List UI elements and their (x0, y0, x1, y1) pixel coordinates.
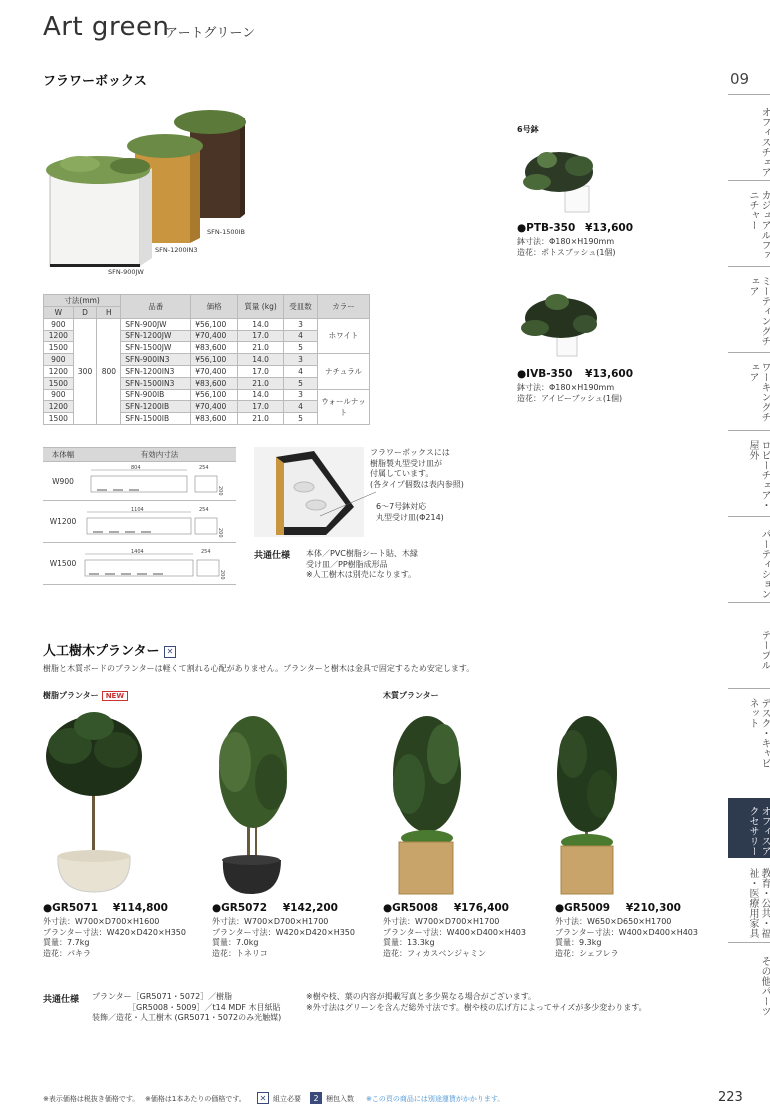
table-cell: ¥70,400 (191, 365, 238, 377)
pot-size-label: 6号鉢 (517, 125, 539, 134)
table-cell: SFN-900IN3 (121, 354, 191, 366)
table-row (44, 318, 370, 330)
dim-drawing (83, 544, 233, 582)
table-cell: 17.0 (238, 401, 284, 413)
dim-label: 804 (131, 465, 141, 471)
table-cell: 3 (284, 354, 318, 366)
gr5009-price: ¥210,300 (625, 902, 681, 914)
table-cell: ¥83,600 (191, 377, 238, 389)
sidebar-item-table[interactable]: テーブル (759, 630, 770, 670)
gr5072-price: ¥142,200 (282, 902, 338, 914)
sidebar-item-accessory[interactable]: オフィスアクセサリー (728, 798, 770, 858)
table-cell: 900 (44, 318, 74, 330)
dim-label: 254 (199, 506, 209, 513)
sidebar-item-meeting[interactable]: ミーティングチェア (747, 276, 770, 346)
flower-box-spec-table (43, 294, 370, 425)
gr5008-code: ●GR5008 (383, 902, 439, 914)
table-cell: W1200 (43, 501, 83, 543)
table-cell: 21.0 (238, 342, 284, 354)
table-cell: SFN-900IB (121, 389, 191, 401)
gr5008-image (385, 714, 475, 900)
inner-dim-table (43, 447, 236, 585)
table-cell: 1200 (44, 365, 74, 377)
table-cell: 14.0 (238, 318, 284, 330)
table-cell: ¥56,100 (191, 318, 238, 330)
table-cell: ¥56,100 (191, 354, 238, 366)
dim-drawing (83, 462, 233, 498)
dim-label: 200 (219, 569, 225, 580)
table-cell: 17.0 (238, 330, 284, 342)
table-cell: SFN-900JW (121, 318, 191, 330)
color-walnut: ウォールナット (318, 389, 370, 424)
leader-line (320, 488, 378, 518)
dim-drawing (83, 502, 233, 540)
table-cell: 4 (284, 401, 318, 413)
gr5071-code: ●GR5071 (43, 902, 99, 914)
sidebar-item-desk[interactable]: デスク・キャビネット (747, 698, 770, 768)
table-cell: 1500 (44, 377, 74, 389)
gr5008-price: ¥176,400 (453, 902, 509, 914)
dim-label: 254 (201, 548, 211, 555)
gr5009-spec: 外寸法：W650×D650×H1700 プランター寸法：W400×D400×H403 質量：9.3kg 造花：シェフレラ (555, 917, 698, 958)
flower-box-note: フラワーボックスには 樹脂製丸型受け皿が 付属しています。 (各タイプ個数は表内参照) (370, 448, 464, 489)
gr5071-price: ¥114,800 (112, 902, 168, 914)
sidebar-item-office-chair[interactable]: オフィスチェア (759, 107, 770, 177)
planter-common-spec: プランター［GR5071・5072］／樹脂 ［GR5008・5009］／t14 MDF 木目紙貼 装飾／造花・人工樹木 (GR5071・5072のみ光触媒) (92, 992, 282, 1022)
footer-shipping: ※この頁の商品には別途運賃がかかります。 (366, 1095, 505, 1103)
sidebar-item-education[interactable]: 教育・公共・福祉・医療用家具 (747, 868, 770, 938)
ivb-price: ¥13,600 (585, 368, 633, 380)
table-cell: 3 (284, 318, 318, 330)
th-inner: 有効内寸法 (83, 448, 236, 462)
dim-label: 200 (217, 486, 223, 496)
assembly-icon: ✕ (164, 646, 176, 658)
img-label-1500ib: SFN-1500IB (207, 228, 245, 236)
flower-box-common-label: 共通仕様 (254, 551, 291, 561)
footer-pack: 梱包入数 (326, 1095, 354, 1103)
ivb-spec: 鉢寸法：Φ180×H190mm 造花：アイビーブッシュ(1個) (517, 383, 623, 403)
table-cell: SFN-1200IN3 (121, 365, 191, 377)
th-qty: 受皿数 (284, 295, 318, 319)
th-weight: 質量 (kg) (238, 295, 284, 319)
table-cell: SFN-1500IN3 (121, 377, 191, 389)
ivb-code: ●IVB-350 (517, 368, 573, 380)
sidebar-item-lobby[interactable]: ロビーチェア・屋外 (747, 440, 770, 510)
th-price: 価格 (191, 295, 238, 319)
table-cell: 5 (284, 342, 318, 354)
ptb-code: ●PTB-350 (517, 222, 576, 234)
table-cell: 900 (44, 354, 74, 366)
resin-planter-label (43, 690, 128, 701)
cell-h: 800 (97, 318, 121, 424)
gr5071-image (40, 706, 150, 896)
assembly-icon: ✕ (257, 1092, 269, 1104)
table-cell: SFN-1500IB (121, 413, 191, 425)
img-label-1200in3: SFN-1200IN3 (155, 246, 198, 254)
planter-note: ※樹や枝、葉の内容が掲載写真と多少異なる場合がございます。 ※外寸法はグリーンを含んだ総外寸法です。樹や枝の広げ方によってサイズが多少変わります。 (306, 992, 647, 1012)
sidebar-item-partition[interactable]: パーティション (759, 529, 770, 599)
table-cell: SFN-1200IB (121, 401, 191, 413)
new-badge: NEW (102, 691, 128, 701)
gr5009-image (553, 714, 623, 900)
table-row (43, 543, 236, 585)
gr5008-spec: 外寸法：W700×D700×H1700 プランター寸法：W400×D400×H403 質量：13.3kg 造花：フィカスベンジャミン (383, 917, 526, 958)
chapter-number: 09 (730, 70, 750, 88)
th-size: 寸法(mm) (44, 295, 121, 307)
saucer-note: 6〜7号鉢対応 丸型受け皿(Φ214) (376, 502, 444, 522)
planter-heading (43, 640, 176, 659)
ptb-spec: 鉢寸法：Φ180×H190mm 造花：ポトスブッシュ(1個) (517, 237, 616, 257)
footer-assembly: 組立必要 (273, 1095, 301, 1103)
flower-box-heading: フラワーボックス (43, 74, 147, 89)
color-natural: ナチュラル (318, 354, 370, 389)
color-white: ホワイト (318, 318, 370, 353)
gr5072-image (205, 712, 305, 898)
table-row (43, 501, 236, 543)
th-body: 本体幅 (43, 448, 83, 462)
flower-box-image (40, 98, 250, 278)
ptb-price: ¥13,600 (585, 222, 633, 234)
dim-label: 254 (199, 465, 209, 471)
table-cell: 5 (284, 413, 318, 425)
dim-label: 1104 (131, 506, 144, 513)
page-title: Art green (43, 12, 170, 42)
planter-desc: 樹脂と木質ボードのプランターは軽くて割れる心配がありません。プランターと樹木は金具で固定するため安定します。 (43, 664, 475, 673)
ivb-350-image (515, 290, 605, 370)
table-cell: 17.0 (238, 365, 284, 377)
gr5009-code: ●GR5009 (555, 902, 611, 914)
page-number: 223 (718, 1090, 743, 1105)
th-d: D (73, 307, 97, 319)
planter-heading-text: 人工樹木プランター (43, 644, 160, 659)
table-cell: 3 (284, 389, 318, 401)
page-title-jp: アートグリーン (165, 26, 256, 41)
ptb-350-image (515, 142, 605, 222)
table-cell: ¥56,100 (191, 389, 238, 401)
table-cell: 21.0 (238, 377, 284, 389)
table-cell: 21.0 (238, 413, 284, 425)
gr5072-code: ●GR5072 (212, 902, 268, 914)
sidebar-item-other-parts[interactable]: その他パーツ (759, 956, 770, 1016)
footer-tax: ※表示価格は税抜き価格です。 (43, 1095, 140, 1103)
table-cell: ¥70,400 (191, 401, 238, 413)
img-label-900jw: SFN-900JW (108, 268, 144, 276)
wood-planter-label: 木質プランター (383, 691, 439, 700)
pack-icon: 2 (310, 1092, 322, 1104)
table-cell: 4 (284, 365, 318, 377)
table-cell: 4 (284, 330, 318, 342)
table-cell: W900 (43, 462, 83, 501)
table-cell: 5 (284, 377, 318, 389)
table-cell: SFN-1200JW (121, 330, 191, 342)
sidebar-item-casual[interactable]: カジュアルファニチャー (747, 190, 770, 260)
table-row (43, 462, 236, 501)
table-cell: 900 (44, 389, 74, 401)
table-cell: 1200 (44, 401, 74, 413)
th-color: カラー (318, 295, 370, 319)
table-cell: 14.0 (238, 354, 284, 366)
table-cell: W1500 (43, 543, 83, 585)
table-cell: ¥70,400 (191, 330, 238, 342)
th-code: 品番 (121, 295, 191, 319)
sidebar (728, 60, 770, 1020)
resin-label-text: 樹脂プランター (43, 691, 99, 700)
th-h: H (97, 307, 121, 319)
cell-d: 300 (73, 318, 97, 424)
footer-per: ※価格は1本あたりの価格です。 (145, 1095, 246, 1103)
table-cell: 14.0 (238, 389, 284, 401)
gr5071-spec: 外寸法：W700×D700×H1600 プランター寸法：W420×D420×H350 質量：7.7kg 造花：パキラ (43, 917, 186, 958)
table-cell: 1200 (44, 330, 74, 342)
table-cell: 1500 (44, 342, 74, 354)
dim-label: 200 (217, 527, 223, 538)
table-cell: ¥83,600 (191, 413, 238, 425)
table-cell: ¥83,600 (191, 342, 238, 354)
dim-label: 1404 (131, 548, 144, 555)
gr5072-spec: 外寸法：W700×D700×H1700 プランター寸法：W420×D420×H350 質量：7.0kg 造花：トネリコ (212, 917, 355, 958)
sidebar-item-working[interactable]: ワーキングチェア (747, 362, 770, 422)
th-w: W (44, 307, 74, 319)
planter-common-label: 共通仕様 (43, 995, 80, 1005)
table-cell: SFN-1500JW (121, 342, 191, 354)
flower-box-common-spec: 本体／PVC樹脂シート貼、木縁 受け皿／PP樹脂成形品 ※人工樹木は別売になります。 (306, 549, 418, 579)
table-cell: 1500 (44, 413, 74, 425)
